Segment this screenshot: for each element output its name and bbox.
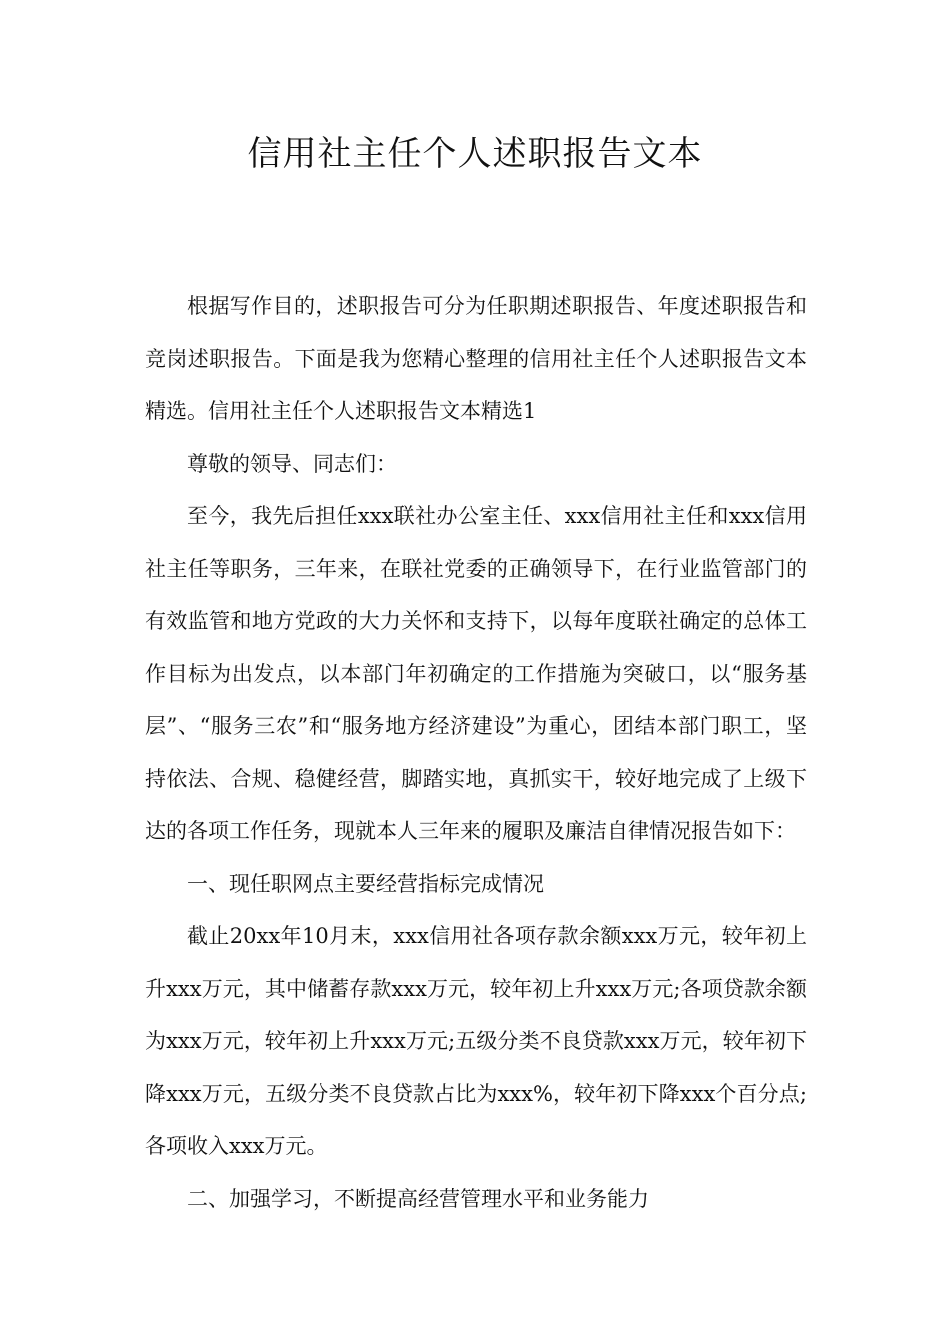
section-heading-2: 二、加强学习，不断提高经营管理水平和业务能力 [187,1186,649,1211]
paragraph-indicators: 截止20xx年10月末，xxx信用社各项存款余额xxx万元，较年初上升xxx万元，其中储蓄存款xxx万元，较年初上升xxx万元;各项贷款余额为xxx万元，较年初上升xxx万元;五级分类不良贷款xxx万元，较年初下降xxx万元，五级分类不良贷款占比为xxx%，较年初下降xxx个百分点;各项收入xxx万元。 [145,924,807,1158]
section-heading-1: 一、现任职网点主要经营指标完成情况 [187,871,544,896]
paragraph-salutation: 尊敬的领导、同志们： [187,451,397,476]
document-body [145,280,807,1225]
paragraph-intro: 根据写作目的，述职报告可分为任职期述职报告、年度述职报告和竞岗述职报告。下面是我为您精心整理的信用社主任个人述职报告文本精选。信用社主任个人述职报告文本精选1 [145,294,807,423]
paragraph-overview: 至今，我先后担任xxx联社办公室主任、xxx信用社主任和xxx信用社主任等职务，三年来，在联社党委的正确领导下，在行业监管部门的有效监管和地方党政的大力关怀和支持下，以每年度联社确定的总体工作目标为出发点，以本部门年初确定的工作措施为突破口，以“服务基层”、“服务三农”和“服务地方经济建设”为重心，团结本部门职工，坚持依法、合规、稳健经营，脚踏实地，真抓实干，较好地完成了上级下达的各项工作任务，现就本人三年来的履职及廉洁自律情况报告如下： [145,504,807,843]
document-title: 信用社主任个人述职报告文本 [247,134,703,174]
